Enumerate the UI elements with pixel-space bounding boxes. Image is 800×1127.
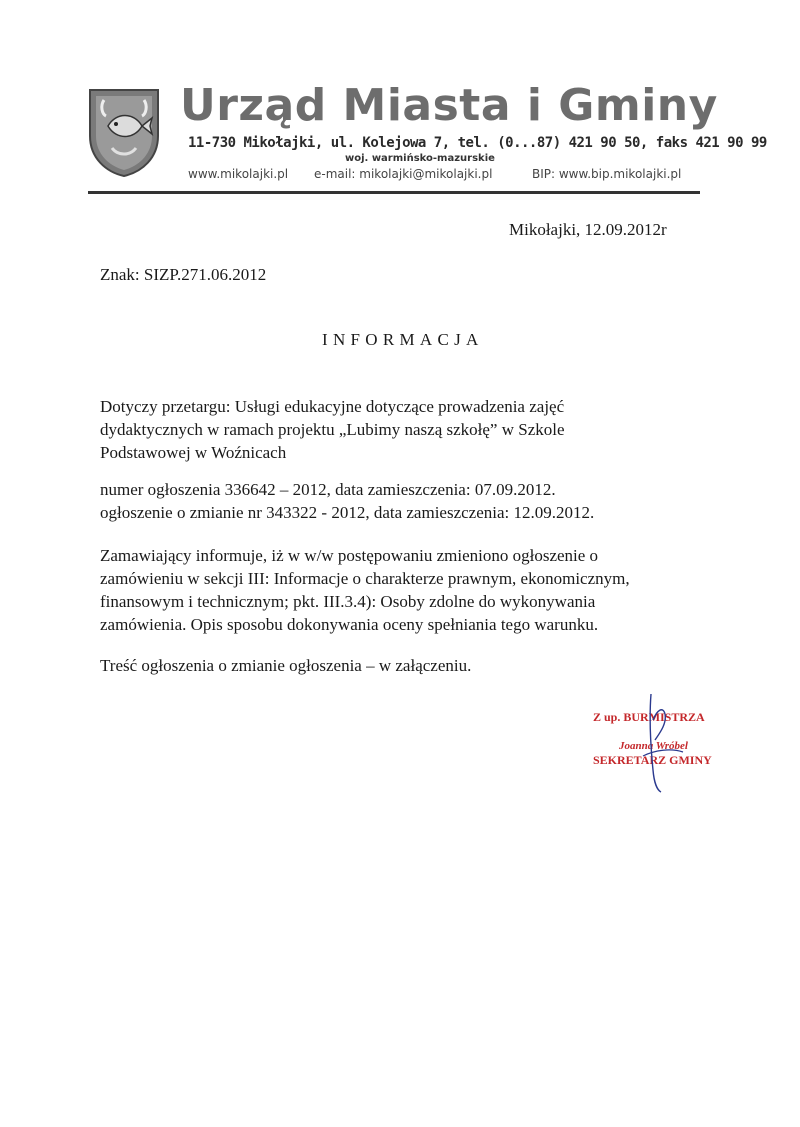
paragraph-line: zamówieniu w sekcji III: Informacje o charakterze prawnym, ekonomicznym,	[100, 569, 630, 588]
office-email: e-mail: mikolajki@mikolajki.pl	[314, 167, 493, 181]
document-heading: INFORMACJA	[322, 330, 484, 349]
official-stamp	[585, 690, 745, 820]
reference-number: Znak: SIZP.271.06.2012	[100, 265, 267, 284]
fish-crest-icon	[86, 86, 162, 178]
paragraph-notice-numbers	[100, 478, 594, 524]
stamp-authority: Z up. BURMISTRZA	[593, 710, 705, 724]
paragraph-line: Podstawowej w Woźnicach	[100, 443, 287, 462]
paragraph-line: Zamawiający informuje, iż w w/w postępowaniu zmieniono ogłoszenie o	[100, 546, 599, 565]
paragraph-line: dydaktycznych w ramach projektu „Lubimy naszą szkołę” w Szkole	[100, 420, 565, 439]
paragraph-subject	[100, 395, 565, 464]
paragraph-attachment	[100, 654, 471, 677]
paragraph-line: finansowym i technicznym; pkt. III.3.4): Osoby zdolne do wykonywania	[100, 592, 596, 611]
paragraph-line: numer ogłoszenia 336642 – 2012, data zamieszczenia: 07.09.2012.	[100, 480, 556, 499]
office-name: Urząd Miasta i Gminy	[180, 80, 718, 131]
stamp-signatory-name: Joanna Wróbel	[619, 740, 688, 752]
office-region: woj. warmińsko-mazurskie	[345, 153, 495, 164]
paragraph-change-info	[100, 544, 630, 636]
paragraph-line: Dotyczy przetargu: Usługi edukacyjne dotyczące prowadzenia zajęć	[100, 397, 565, 416]
office-address: 11-730 Mikołajki, ul. Kolejowa 7, tel. (0...87) 421 90 50, faks 421 90 99	[188, 135, 767, 151]
paragraph-line: zamówienia. Opis sposobu dokonywania oceny spełniania tego warunku.	[100, 615, 599, 634]
place-date: Mikołajki, 12.09.2012r	[509, 220, 667, 239]
handwritten-signature	[585, 690, 745, 820]
office-bip: BIP: www.bip.mikolajki.pl	[532, 167, 682, 181]
paragraph-line: Treść ogłoszenia o zmianie ogłoszenia – w załączeniu.	[100, 656, 472, 675]
office-website: www.mikolajki.pl	[188, 167, 289, 181]
stamp-signatory-title: SEKRETARZ GMINY	[593, 753, 712, 767]
paragraph-line: ogłoszenie o zmianie nr 343322 - 2012, data zamieszczenia: 12.09.2012.	[100, 503, 595, 522]
letterhead-divider	[88, 191, 700, 194]
